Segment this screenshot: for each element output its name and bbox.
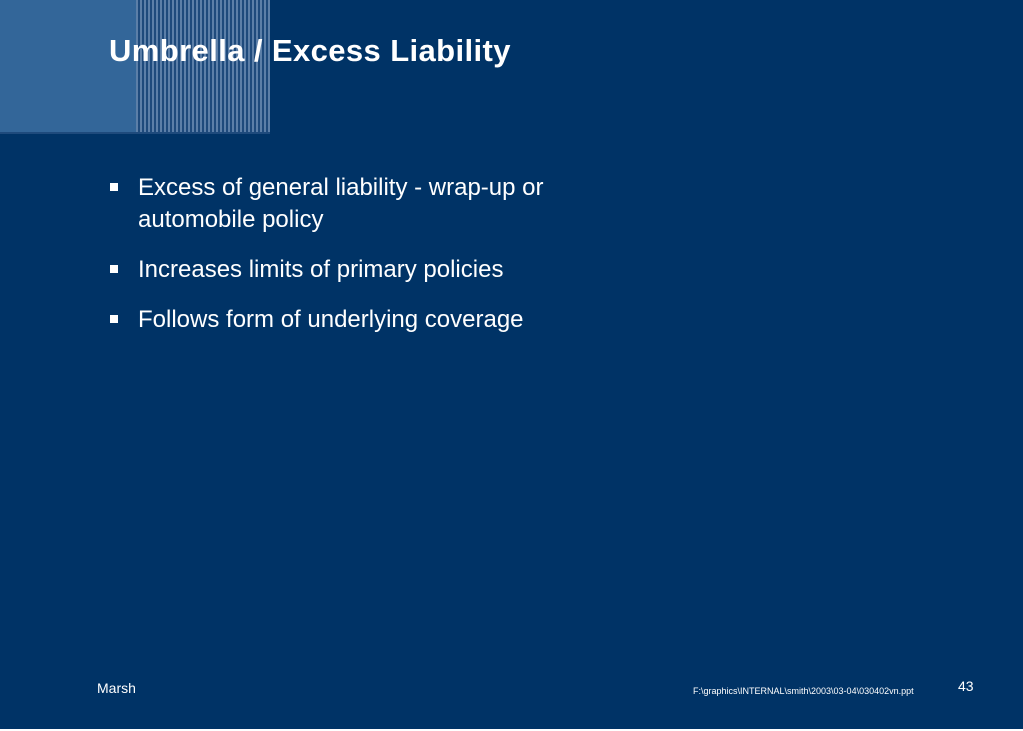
footer-company: Marsh [97,680,136,696]
bullet-list [108,172,628,354]
slide-title: Umbrella / Excess Liability [109,33,511,68]
square-bullet-icon [110,265,118,273]
bullet-text: Excess of general liability - wrap-up or automobile policy [138,174,544,233]
square-bullet-icon [110,315,118,323]
bullet-item [108,172,628,236]
page-number: 43 [958,678,974,694]
bullet-item [108,254,628,286]
square-bullet-icon [110,183,118,191]
decorative-divider [0,132,270,134]
footer-file-path: F:\graphics\INTERNAL\smith\2003\03-04\030402vn.ppt [693,686,914,696]
bullet-text: Increases limits of primary policies [138,256,504,283]
bullet-text: Follows form of underlying coverage [138,306,524,333]
bullet-item [108,304,628,336]
